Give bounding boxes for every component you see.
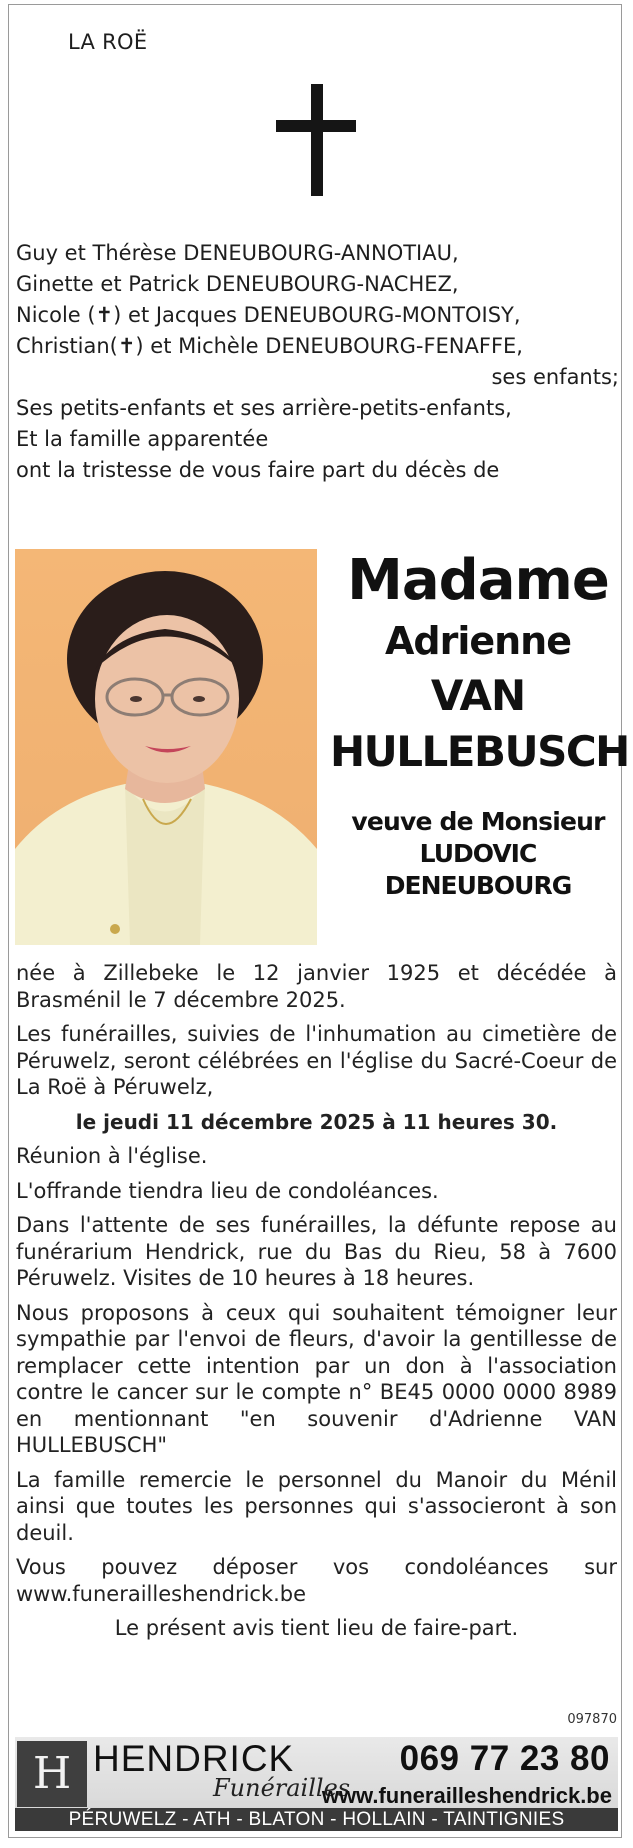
funeral-home-banner xyxy=(15,1737,618,1831)
family-list xyxy=(16,238,619,486)
deceased-last-name: HULLEBUSCH xyxy=(330,727,629,776)
flowers-paragraph: Nous proposons à ceux qui souhaitent témoigner leur sympathie par l'envoi de fleurs, d'avoir la gentillesse de remplacer cette intention par un don à l'association contre le cancer sur le compte n° BE45 0000 0000 8989 en mentionnant "en souvenir d'Adrienne VAN HULLEBUSCH" xyxy=(16,1300,617,1457)
family-line: Nicole (✝) et Jacques DENEUBOURG-MONTOISY, xyxy=(16,303,521,327)
spouse-name: LUDOVIC DENEUBOURG xyxy=(384,839,572,900)
offering-paragraph: L'offrande tiendra lieu de condoléances. xyxy=(16,1178,439,1203)
town-name: LA ROË xyxy=(68,30,148,54)
children-label: ses enfants; xyxy=(491,365,619,389)
funeral-paragraph: Les funérailles, suivies de l'inhumation au cimetière de Péruwelz, seront célébrées en l'église du Sacré-Coeur de La Roë à Péruwelz, xyxy=(16,1022,617,1099)
meeting-paragraph: Réunion à l'église. xyxy=(16,1144,208,1168)
rest-paragraph: Dans l'attente de ses funérailles, la défunte repose au funérarium Hendrick, rue du Bas du Rieu, 58 à 7600 Péruwelz. Visites de 10 heures à 18 heures. xyxy=(16,1213,617,1290)
condolences-paragraph: Vous pouvez déposer vos condoléances sur www.funerailleshendrick.be xyxy=(16,1555,617,1606)
funeral-date: le jeudi 11 décembre 2025 à 11 heures 30. xyxy=(75,1109,558,1134)
family-line: Christian(✝) et Michèle DENEUBOURG-FENAFFE, xyxy=(16,334,523,358)
reference-number: 097870 xyxy=(567,1712,617,1727)
website-link[interactable]: www.funerailleshendrick.be xyxy=(321,1783,612,1808)
deceased-portrait xyxy=(15,549,317,945)
widow-label: veuve de Monsieur xyxy=(351,807,605,836)
announcement-line: ont la tristesse de vous faire part du décès de xyxy=(16,458,500,482)
obituary-body xyxy=(16,960,617,1650)
deceased-name-block xyxy=(330,548,629,902)
notice-paragraph: Le présent avis tient lieu de faire-part. xyxy=(114,1616,519,1640)
family-line: Guy et Thérèse DENEUBOURG-ANNOTIAU, xyxy=(16,241,459,265)
latin-cross-icon xyxy=(276,84,356,196)
deceased-first-name: Adrienne xyxy=(384,619,572,663)
phone-number: 069 77 23 80 xyxy=(399,1739,610,1778)
grandchildren-line: Ses petits-enfants et ses arrière-petits-enfants, xyxy=(16,396,512,420)
brand-subtitle: Funérailles xyxy=(213,1774,351,1802)
cities-bar: PÉRUWELZ - ATH - BLATON - HOLLAIN - TAINTIGNIES xyxy=(15,1808,618,1831)
birth-death-paragraph: née à Zillebeke le 12 janvier 1925 et décédée à Brasménil le 7 décembre 2025. xyxy=(16,961,617,1012)
relatives-line: Et la famille apparentée xyxy=(16,427,269,451)
hendrick-logo-icon: H xyxy=(17,1741,87,1807)
deceased-title: Madame xyxy=(347,548,609,613)
thanks-paragraph: La famille remercie le personnel du Manoir du Ménil ainsi que toutes les personnes qui s'associeront à son deuil. xyxy=(16,1467,617,1545)
deceased-last-name: VAN xyxy=(430,671,526,720)
brand-name: HENDRICK xyxy=(93,1738,295,1779)
family-line: Ginette et Patrick DENEUBOURG-NACHEZ, xyxy=(16,272,459,296)
